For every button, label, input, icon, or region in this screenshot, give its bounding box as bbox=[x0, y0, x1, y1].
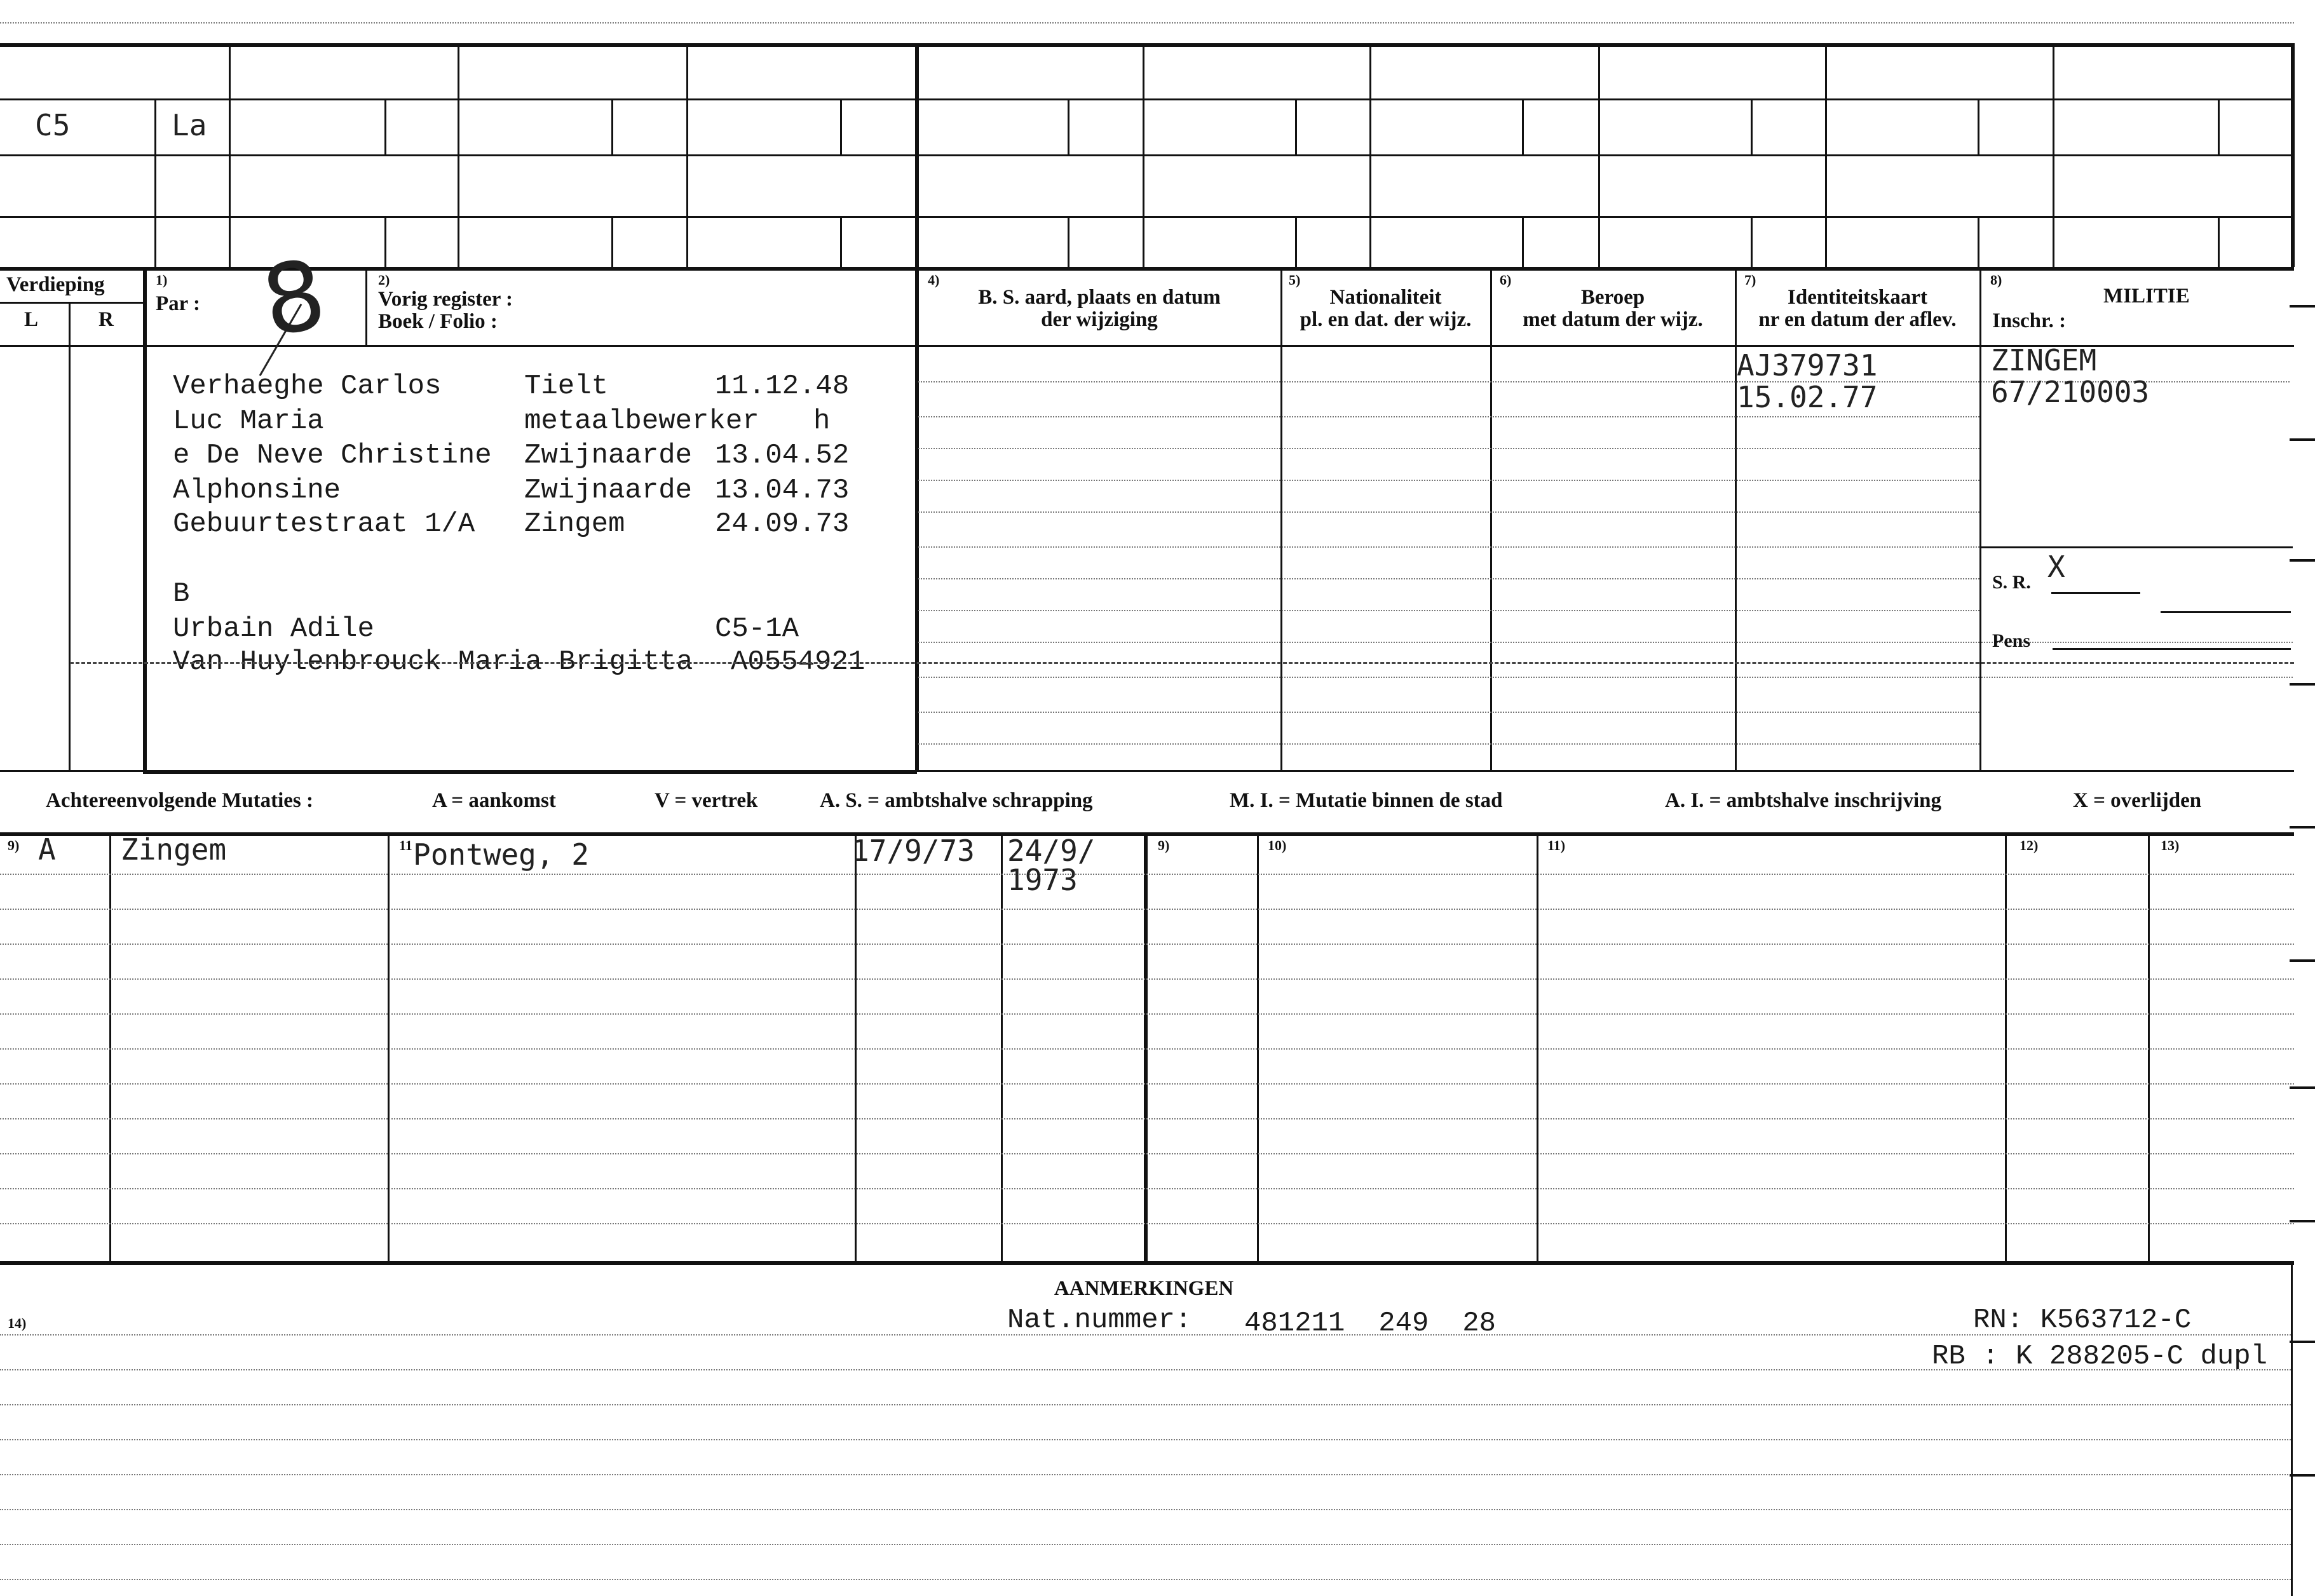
grid-v-minor bbox=[1978, 98, 1979, 154]
mut-type: A bbox=[38, 832, 56, 867]
dotted-line bbox=[918, 448, 1979, 449]
mut-n11b: 11) bbox=[1547, 837, 1566, 853]
mut-col bbox=[1001, 832, 1003, 1261]
r-label: R bbox=[98, 308, 114, 331]
mut-row-line bbox=[0, 1013, 2294, 1015]
person-line4-date: 13.04.73 bbox=[715, 475, 850, 506]
dotted-line bbox=[918, 416, 1979, 417]
mut-n11: 11 bbox=[399, 837, 412, 853]
col-divider bbox=[1979, 267, 1981, 772]
col-divider bbox=[143, 267, 147, 772]
edge-tick bbox=[2290, 959, 2315, 962]
edge-tick bbox=[2290, 438, 2315, 441]
mut-n10: 10) bbox=[1268, 837, 1287, 853]
col-divider-lr bbox=[69, 302, 71, 772]
grid-v-minor bbox=[840, 98, 842, 154]
par-label: Par : bbox=[156, 292, 200, 315]
col-divider bbox=[365, 267, 367, 345]
grid-v bbox=[2053, 43, 2054, 267]
bs-line2: der wijziging bbox=[1041, 308, 1158, 331]
l-label: L bbox=[24, 308, 39, 331]
dotted-line bbox=[918, 480, 1979, 481]
person-line3-name: e De Neve Christine bbox=[173, 440, 492, 471]
pens-underline bbox=[2053, 648, 2291, 650]
n2-label: 2) bbox=[378, 272, 390, 288]
sr-underline bbox=[2051, 592, 2140, 594]
legend-ai: A. I. = ambtshalve inschrijving bbox=[1665, 789, 1942, 812]
grid-v-minor bbox=[1068, 98, 1069, 154]
mut-row-line bbox=[0, 1083, 2294, 1085]
mut-date1: 17/9/73 bbox=[852, 834, 975, 868]
mut-row-line bbox=[0, 1118, 2294, 1119]
grid-v-minor bbox=[840, 216, 842, 267]
col-divider bbox=[1735, 267, 1737, 772]
n4-label: 4) bbox=[928, 272, 940, 288]
edge-tick bbox=[2290, 1474, 2315, 1477]
strike-line bbox=[70, 662, 2294, 664]
legend-v: V = vertrek bbox=[655, 789, 758, 812]
remarks-line bbox=[0, 1439, 2291, 1440]
remarks-line bbox=[0, 1369, 2291, 1370]
beroep-line1: Beroep bbox=[1580, 286, 1645, 309]
remarks-line bbox=[0, 1544, 2291, 1545]
legend-x: X = overlijden bbox=[2073, 789, 2202, 812]
dotted-line bbox=[918, 743, 1979, 745]
col-divider bbox=[1490, 267, 1492, 772]
grid-v bbox=[2291, 43, 2295, 267]
grid-v-minor bbox=[1295, 98, 1297, 154]
mut-n9b: 9) bbox=[1158, 837, 1170, 853]
militie-place: ZINGEM bbox=[1991, 343, 2097, 377]
grid-v-minor bbox=[1295, 216, 1297, 267]
sr-label: S. R. bbox=[1992, 572, 2031, 593]
person-line4-place: Zwijnaarde bbox=[524, 475, 693, 506]
grid-v-minor bbox=[384, 98, 386, 154]
n8-label: 8) bbox=[1990, 272, 2002, 288]
edge-tick bbox=[2290, 1086, 2315, 1089]
mut-col bbox=[388, 832, 390, 1261]
grid-v-minor bbox=[2218, 216, 2220, 267]
sr-underline2 bbox=[2161, 611, 2291, 613]
rb-value: RB : K 288205-C dupl bbox=[1932, 1341, 2268, 1372]
legend-a: A = aankomst bbox=[432, 789, 556, 812]
col-divider bbox=[915, 267, 919, 772]
bs-line1: B. S. aard, plaats en datum bbox=[978, 286, 1221, 309]
pens-label: Pens bbox=[1992, 630, 2030, 651]
mut-row-line bbox=[0, 1048, 2294, 1050]
militie-divider bbox=[1981, 546, 2293, 548]
grid-v bbox=[1143, 43, 1144, 267]
mut-col bbox=[855, 832, 857, 1261]
nat-line1: Nationaliteit bbox=[1329, 286, 1442, 309]
sr-mark: X bbox=[2047, 550, 2065, 584]
grid-v bbox=[154, 98, 156, 267]
parent2-name: Van Huylenbrouck Maria Brigitta bbox=[173, 646, 693, 678]
dotted-line bbox=[918, 511, 1979, 513]
remarks-title: AANMERKINGEN bbox=[1054, 1277, 1234, 1300]
top-grid-line bbox=[0, 98, 2294, 100]
grid-v bbox=[1825, 43, 1827, 267]
grid-v-minor bbox=[1068, 216, 1069, 267]
militie-label: MILITIE bbox=[2103, 285, 2190, 308]
parent1-name: Urbain Adile bbox=[173, 613, 374, 645]
edge-tick bbox=[2290, 826, 2315, 828]
mut-col bbox=[2148, 832, 2150, 1261]
dotted-line bbox=[918, 546, 1979, 548]
grid-v bbox=[229, 43, 231, 267]
dotted-line bbox=[918, 610, 1979, 611]
grid-v-minor bbox=[611, 98, 613, 154]
remarks-line bbox=[0, 1474, 2291, 1475]
top-letters: La bbox=[172, 108, 207, 142]
top-grid-border bbox=[0, 267, 2294, 271]
mut-n13: 13) bbox=[2161, 837, 2180, 853]
militie-number: 67/210003 bbox=[1991, 375, 2150, 409]
remarks-line bbox=[0, 1509, 2291, 1510]
top-code: C5 bbox=[35, 108, 71, 142]
dotted-line bbox=[918, 677, 1979, 678]
mut-place: Zingem bbox=[121, 832, 227, 867]
n5-label: 5) bbox=[1289, 272, 1301, 288]
n6-label: 6) bbox=[1500, 272, 1512, 288]
mut-row-line bbox=[0, 1223, 2294, 1224]
verdieping-label: Verdieping bbox=[6, 273, 105, 296]
grid-v-minor bbox=[1978, 216, 1979, 267]
mut-col bbox=[1537, 832, 1538, 1261]
edge-tick bbox=[2290, 1341, 2315, 1343]
parent1-code: C5-1A bbox=[715, 613, 799, 645]
id-date: 15.02.77 bbox=[1737, 380, 1878, 414]
mutations-title: Achtereenvolgende Mutaties : bbox=[46, 789, 313, 812]
person-line5-date: 24.09.73 bbox=[715, 508, 850, 540]
dotted-line bbox=[1981, 677, 2293, 678]
mut-row-line bbox=[0, 943, 2294, 945]
grid-v-minor bbox=[611, 216, 613, 267]
grid-v-minor bbox=[1751, 216, 1753, 267]
rn-value: RN: K563712-C bbox=[1973, 1304, 2192, 1336]
id-line2: nr en datum der aflev. bbox=[1758, 308, 1957, 331]
edge-tick bbox=[2290, 683, 2315, 686]
grid-v bbox=[915, 43, 919, 267]
mut-col bbox=[109, 832, 111, 1261]
par-mark: 8 bbox=[254, 239, 334, 358]
person-line2-extra: h bbox=[813, 405, 831, 437]
top-edge bbox=[0, 22, 2294, 24]
grid-v-minor bbox=[1522, 98, 1524, 154]
col-divider bbox=[1280, 267, 1282, 772]
inschr-label: Inschr. : bbox=[1992, 309, 2067, 332]
legend-mi: M. I. = Mutatie binnen de stad bbox=[1230, 789, 1503, 812]
person-line5-place: Zingem bbox=[524, 508, 625, 540]
person-line4-name: Alphonsine bbox=[173, 475, 341, 506]
person-line1-place: Tielt bbox=[524, 370, 609, 402]
person-b: B bbox=[173, 578, 190, 610]
grid-v-minor bbox=[1751, 98, 1753, 154]
section-bottom bbox=[0, 770, 2294, 772]
verdieping-divider bbox=[0, 302, 143, 304]
beroep-line2: met datum der wijz. bbox=[1523, 308, 1703, 331]
nat-label: Nat.nummer: bbox=[1007, 1304, 1192, 1336]
mut-row-line bbox=[0, 874, 2294, 875]
grid-v-minor bbox=[1522, 216, 1524, 267]
mut-row-line bbox=[0, 978, 2294, 980]
mut-row-line bbox=[0, 1188, 2294, 1189]
person-line1-name: Verhaeghe Carlos bbox=[173, 370, 442, 402]
person-line2-name: Luc Maria bbox=[173, 405, 324, 437]
parent2-code: A0554921 bbox=[731, 646, 866, 678]
id-line1: Identiteitskaart bbox=[1788, 286, 1927, 309]
mut-col bbox=[2005, 832, 2007, 1261]
grid-v-minor bbox=[384, 216, 386, 267]
dotted-line bbox=[918, 712, 1979, 713]
grid-v bbox=[1598, 43, 1600, 267]
header-bottom bbox=[0, 345, 2294, 347]
dotted-line bbox=[918, 642, 1979, 643]
grid-v-minor bbox=[2218, 98, 2220, 154]
person-line1-date: 11.12.48 bbox=[715, 370, 850, 402]
boek-folio-label: Boek / Folio : bbox=[378, 310, 498, 333]
mut-street: Pontweg, 2 bbox=[413, 837, 589, 872]
mut-bottom bbox=[0, 1261, 2294, 1265]
edge-tick bbox=[2290, 1220, 2315, 1222]
top-grid-line bbox=[0, 154, 2294, 156]
mut-n12: 12) bbox=[2020, 837, 2039, 853]
top-grid-line bbox=[0, 216, 2294, 218]
mut-col bbox=[1144, 832, 1148, 1261]
id-number: AJ379731 bbox=[1737, 348, 1878, 382]
remarks-line bbox=[0, 1334, 2291, 1336]
mut-row-line bbox=[0, 1153, 2294, 1154]
person-line5-name: Gebuurtestraat 1/A bbox=[173, 508, 475, 540]
mut-date2b: 1973 bbox=[1007, 863, 1078, 897]
edge-tick bbox=[2290, 559, 2315, 562]
mut-col bbox=[1257, 832, 1259, 1261]
person-line2-job: metaalbewerker bbox=[524, 405, 759, 437]
top-grid-border bbox=[0, 43, 2294, 47]
vorig-register-label: Vorig register : bbox=[378, 288, 513, 311]
grid-v bbox=[686, 43, 688, 267]
grid-v bbox=[458, 43, 459, 267]
grid-v bbox=[1369, 43, 1371, 267]
mut-date2a: 24/9/ bbox=[1007, 834, 1096, 868]
mut-row-line bbox=[0, 909, 2294, 910]
edge-tick bbox=[2290, 305, 2315, 308]
n1-label: 1) bbox=[156, 272, 168, 288]
nat-line2: pl. en dat. der wijz. bbox=[1300, 308, 1472, 331]
remarks-n14: 14) bbox=[8, 1315, 27, 1331]
remarks-right-border bbox=[2291, 1261, 2293, 1596]
dotted-line bbox=[918, 578, 1979, 579]
remarks-line bbox=[0, 1579, 2291, 1580]
person-line3-place: Zwijnaarde bbox=[524, 440, 693, 471]
remarks-line bbox=[0, 1404, 2291, 1405]
nat-value: 481211 249 28 bbox=[1244, 1308, 1497, 1339]
mut-n9: 9) bbox=[8, 837, 20, 853]
n7-label: 7) bbox=[1744, 272, 1756, 288]
person-line3-date: 13.04.52 bbox=[715, 440, 850, 471]
legend-as: A. S. = ambtshalve schrapping bbox=[820, 789, 1093, 812]
